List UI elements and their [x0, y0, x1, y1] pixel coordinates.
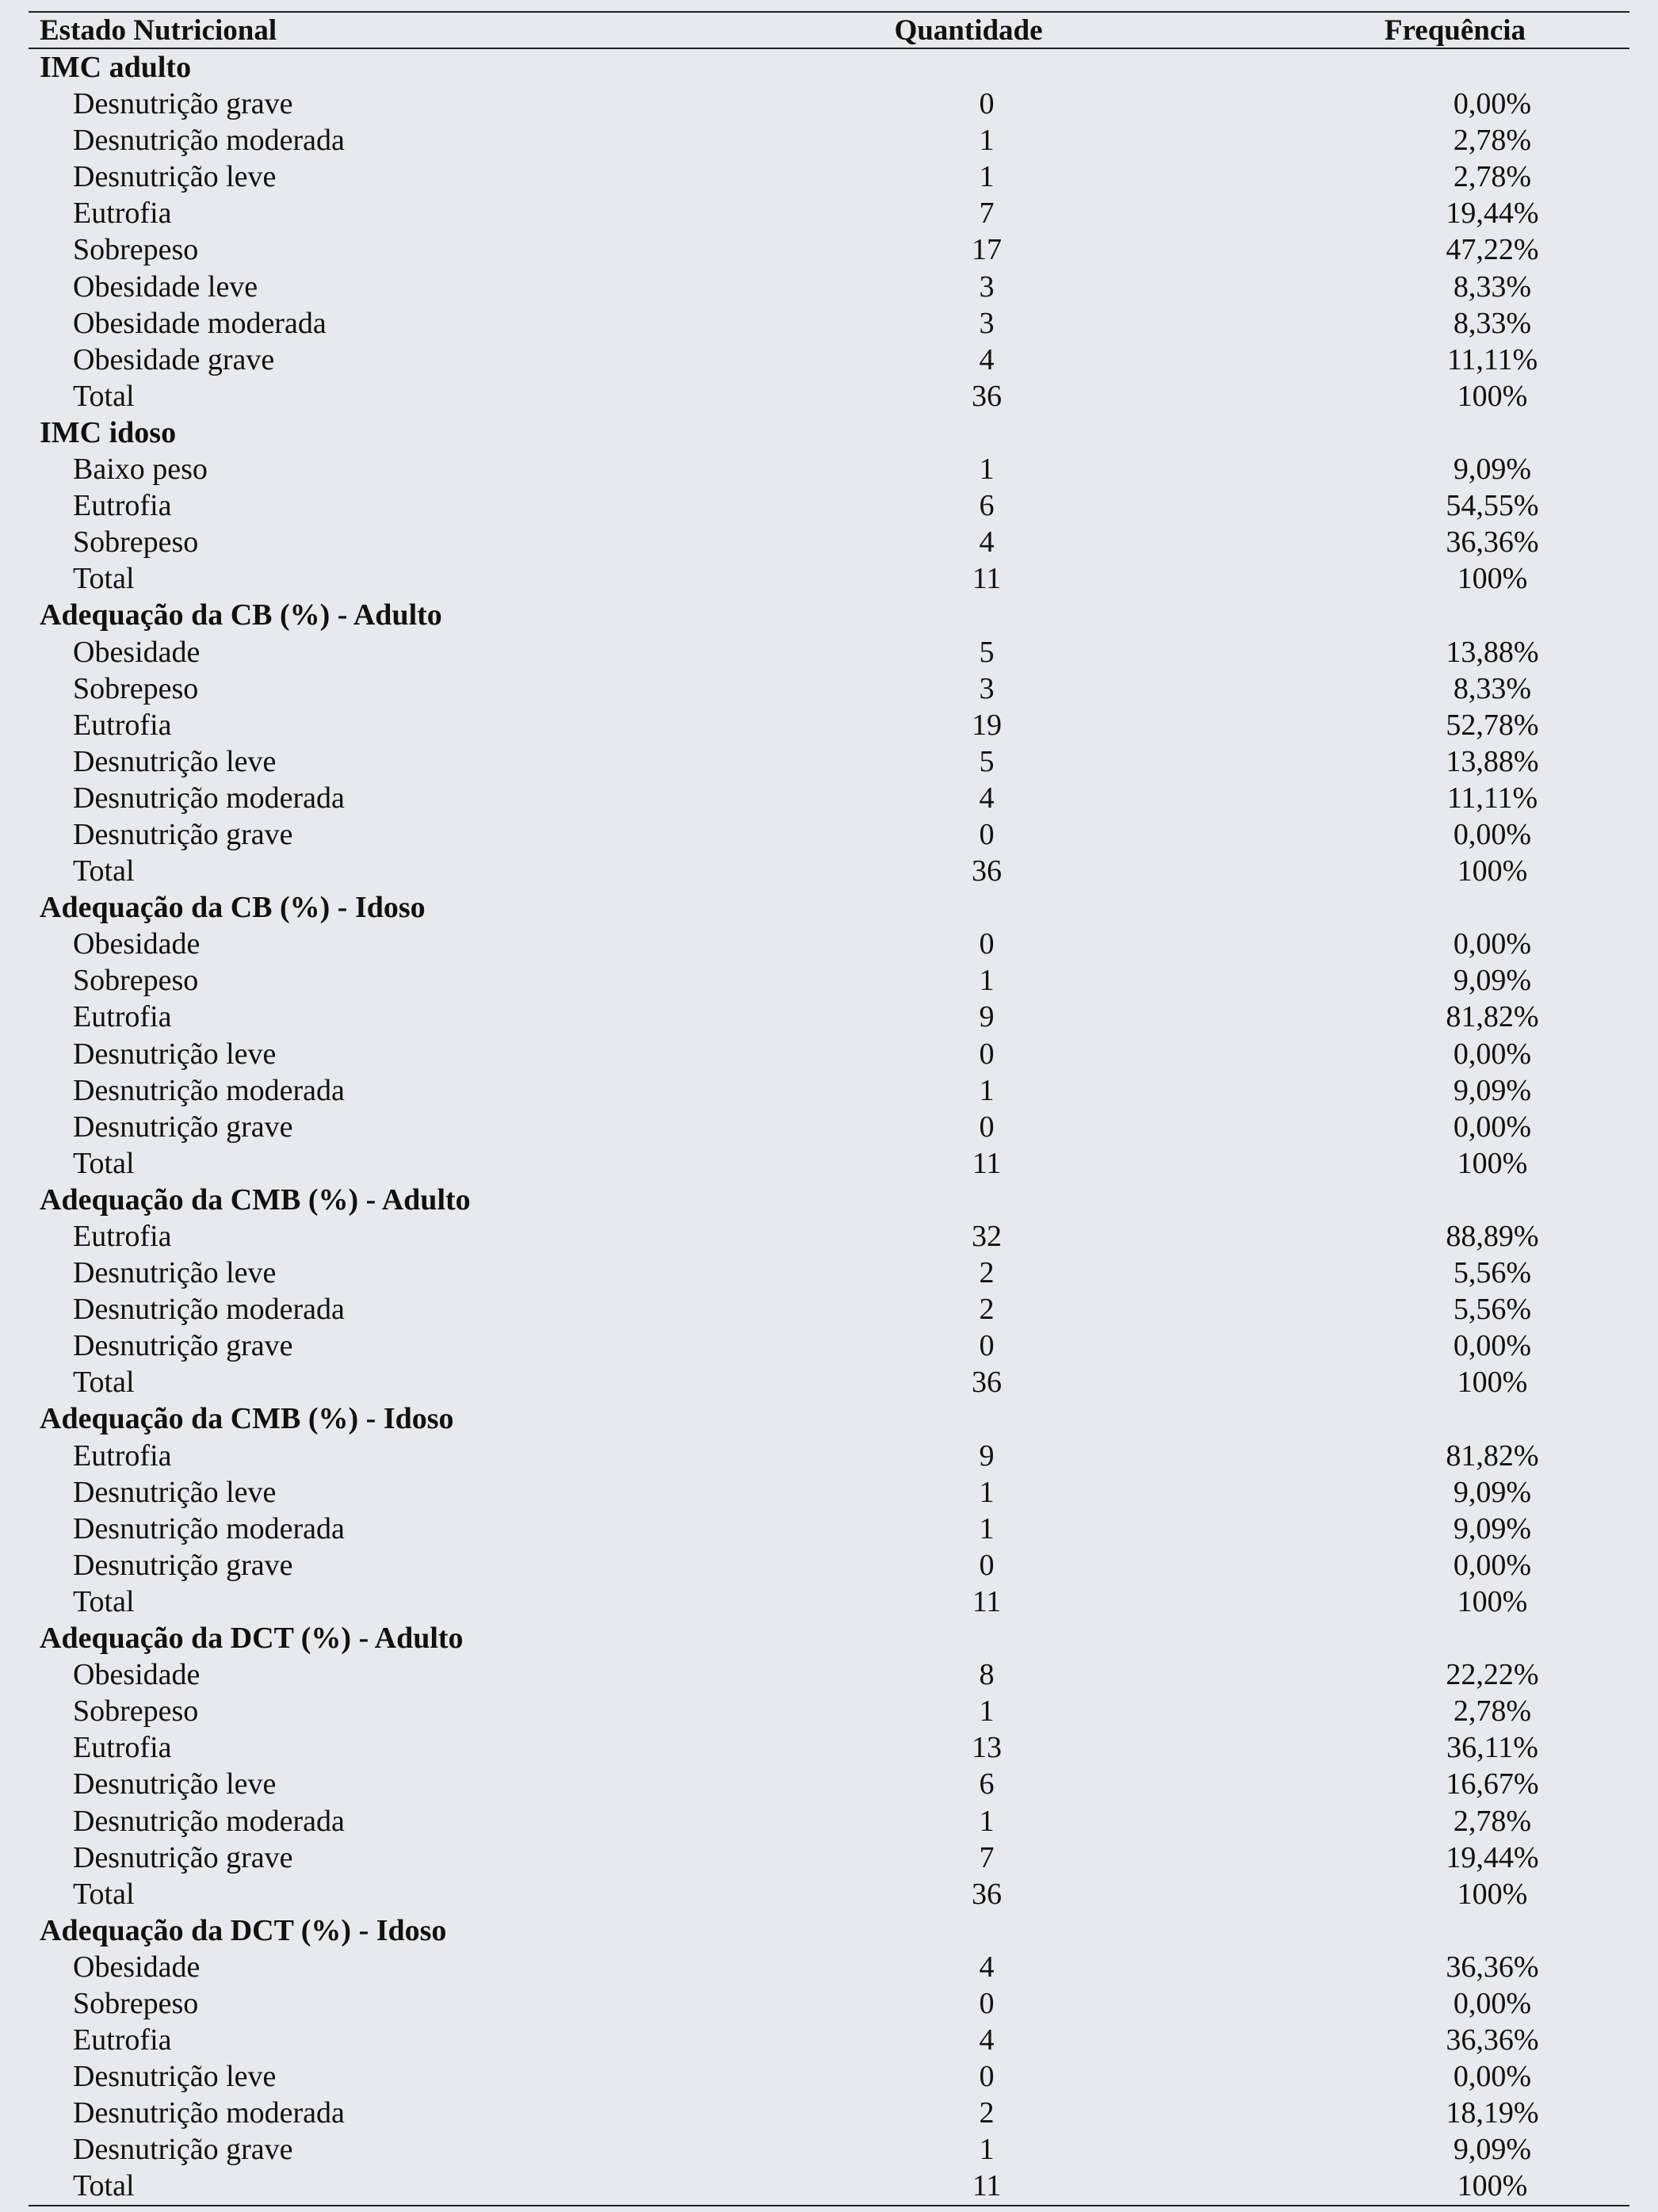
row-quantidade: 1: [979, 124, 995, 158]
table-row: [29, 1291, 1629, 1328]
table-row: [29, 2022, 1629, 2058]
row-label: Total: [73, 1877, 135, 1911]
table-row: [29, 159, 1629, 195]
row-frequencia: 8,33%: [1453, 671, 1532, 705]
row-label: Desnutrição grave: [73, 1329, 293, 1363]
table-row: [29, 560, 1629, 597]
table-bottom-rule: [29, 2205, 1629, 2206]
row-label: Total: [73, 562, 135, 596]
table-row: [29, 1474, 1629, 1511]
group-empty-cell: [1281, 1182, 1629, 1218]
row-label: Eutrofia: [73, 1220, 172, 1253]
group-empty-cell: [1281, 415, 1629, 451]
row-frequencia: 100%: [1457, 562, 1528, 596]
group-empty-cell: [1281, 597, 1629, 633]
row-frequencia: 8,33%: [1453, 306, 1532, 340]
row-quantidade: 19: [972, 708, 1002, 742]
row-label: Desnutrição leve: [73, 744, 277, 778]
table-row: [29, 999, 1629, 1035]
row-frequencia: 11,11%: [1446, 781, 1538, 815]
row-frequencia: 100%: [1457, 1584, 1528, 1618]
row-quantidade: 3: [979, 671, 995, 705]
row-label: Eutrofia: [73, 1000, 172, 1034]
table-row: [29, 853, 1629, 889]
row-frequencia: 0,00%: [1453, 1329, 1532, 1363]
row-frequencia: 9,09%: [1453, 1511, 1532, 1545]
row-quantidade: 6: [979, 489, 995, 523]
row-quantidade: 4: [979, 342, 995, 376]
row-frequencia: 0,00%: [1453, 1548, 1532, 1582]
row-label: Eutrofia: [73, 197, 172, 231]
row-frequencia: 2,78%: [1453, 124, 1532, 158]
row-label: Sobrepeso: [73, 1694, 199, 1729]
table-row: [29, 1547, 1629, 1584]
row-label: Obesidade: [73, 1658, 201, 1692]
header-estado-nutricional: Estado Nutricional: [40, 14, 277, 47]
table-header-row: [29, 13, 1629, 48]
table-row: [29, 743, 1629, 780]
row-frequencia: 100%: [1457, 2169, 1528, 2203]
group-heading-row: [29, 889, 1629, 926]
row-label: Obesidade: [73, 635, 201, 669]
table-row: [29, 86, 1629, 122]
row-label: Eutrofia: [73, 1438, 172, 1473]
header-frequencia: Frequência: [1384, 14, 1526, 47]
row-label: Eutrofia: [73, 708, 172, 742]
row-label: Desnutrição moderada: [73, 1293, 345, 1327]
row-quantidade: 0: [979, 1548, 995, 1582]
row-label: Sobrepeso: [73, 1986, 199, 2020]
table-row: [29, 342, 1629, 378]
row-quantidade: 5: [979, 744, 995, 778]
group-empty-cell: [1281, 1620, 1629, 1656]
row-quantidade: 7: [979, 1840, 995, 1874]
table-row: [29, 122, 1629, 159]
row-quantidade: 0: [979, 1329, 995, 1363]
group-empty-cell: [631, 1620, 1281, 1656]
row-frequencia: 52,78%: [1446, 708, 1539, 742]
group-heading-row: [29, 49, 1629, 86]
group-heading-row: [29, 1912, 1629, 1949]
row-quantidade: 13: [972, 1731, 1002, 1765]
row-frequencia: 9,09%: [1453, 2133, 1532, 2167]
table-row: [29, 1145, 1629, 1182]
row-frequencia: 0,00%: [1453, 1037, 1532, 1071]
row-quantidade: 0: [979, 1037, 995, 1071]
row-quantidade: 36: [972, 1366, 1002, 1400]
table-row: [29, 1109, 1629, 1145]
group-empty-cell: [631, 1182, 1281, 1218]
group-empty-cell: [631, 49, 1281, 86]
row-label: Desnutrição moderada: [73, 1804, 345, 1838]
row-label: Sobrepeso: [73, 671, 199, 705]
table-row: [29, 670, 1629, 707]
table-row: [29, 634, 1629, 670]
row-label: Eutrofia: [73, 1731, 172, 1765]
table-row: [29, 378, 1629, 415]
row-label: Obesidade leve: [73, 269, 258, 304]
row-label: Sobrepeso: [73, 233, 199, 267]
row-frequencia: 81,82%: [1446, 1000, 1539, 1034]
group-empty-cell: [1281, 1912, 1629, 1949]
row-quantidade: 4: [979, 1950, 995, 1984]
row-quantidade: 3: [979, 306, 995, 340]
row-quantidade: 11: [972, 562, 1002, 596]
group-heading-row: [29, 415, 1629, 451]
row-frequencia: 9,09%: [1453, 1073, 1532, 1107]
row-quantidade: 36: [972, 854, 1002, 888]
row-frequencia: 54,55%: [1446, 489, 1539, 523]
header-quantidade: Quantidade: [894, 14, 1043, 47]
row-quantidade: 1: [979, 1475, 995, 1509]
row-label: Total: [73, 1584, 135, 1618]
group-title: Adequação da DCT (%) - Idoso: [40, 1913, 447, 1947]
table-row: [29, 2058, 1629, 2095]
row-label: Desnutrição leve: [73, 1475, 277, 1509]
row-frequencia: 36,36%: [1446, 1950, 1539, 1984]
group-heading-row: [29, 1182, 1629, 1218]
table-row: [29, 1729, 1629, 1766]
group-empty-cell: [631, 1912, 1281, 1949]
row-label: Desnutrição grave: [73, 817, 293, 851]
row-label: Desnutrição moderada: [73, 124, 345, 158]
row-label: Desnutrição grave: [73, 1840, 293, 1874]
nutritional-status-table: [29, 11, 1629, 2206]
row-quantidade: 11: [972, 2169, 1002, 2203]
row-frequencia: 2,78%: [1453, 1804, 1532, 1838]
row-quantidade: 1: [979, 1073, 995, 1107]
group-heading-row: [29, 1400, 1629, 1437]
row-label: Desnutrição leve: [73, 160, 277, 194]
row-quantidade: 0: [979, 927, 995, 961]
group-empty-cell: [1281, 49, 1629, 86]
row-quantidade: 11: [972, 1584, 1002, 1618]
row-label: Desnutrição leve: [73, 2060, 277, 2094]
row-frequencia: 11,11%: [1446, 342, 1538, 376]
table-row: [29, 1364, 1629, 1400]
table-row: [29, 1438, 1629, 1474]
row-quantidade: 1: [979, 453, 995, 487]
row-label: Desnutrição leve: [73, 1256, 277, 1290]
group-title: Adequação da CMB (%) - Idoso: [40, 1402, 454, 1436]
row-frequencia: 88,89%: [1446, 1220, 1539, 1253]
row-frequencia: 36,11%: [1446, 1731, 1538, 1765]
table-body: [29, 49, 1629, 2205]
row-label: Total: [73, 2169, 135, 2203]
row-frequencia: 9,09%: [1453, 1475, 1532, 1509]
row-label: Desnutrição grave: [73, 2133, 293, 2167]
table-row: [29, 195, 1629, 231]
row-quantidade: 9: [979, 1438, 995, 1473]
row-quantidade: 2: [979, 1256, 995, 1290]
row-quantidade: 36: [972, 1877, 1002, 1911]
row-quantidade: 0: [979, 87, 995, 121]
row-quantidade: 0: [979, 1986, 995, 2020]
table-row: [29, 707, 1629, 743]
group-empty-cell: [1281, 889, 1629, 926]
row-frequencia: 8,33%: [1453, 269, 1532, 304]
row-frequencia: 19,44%: [1446, 1840, 1539, 1874]
table-row: [29, 231, 1629, 268]
row-quantidade: 7: [979, 197, 995, 231]
group-heading-row: [29, 1620, 1629, 1656]
row-quantidade: 1: [979, 160, 995, 194]
group-title: Adequação da CB (%) - Adulto: [40, 598, 442, 632]
row-quantidade: 9: [979, 1000, 995, 1034]
table-row: [29, 1876, 1629, 1912]
row-frequencia: 0,00%: [1453, 1986, 1532, 2020]
row-label: Desnutrição leve: [73, 1037, 277, 1071]
table-row: [29, 1656, 1629, 1693]
row-frequencia: 13,88%: [1446, 744, 1539, 778]
table-row: [29, 1584, 1629, 1620]
row-quantidade: 2: [979, 1293, 995, 1327]
group-empty-cell: [631, 1400, 1281, 1437]
table-row: [29, 1328, 1629, 1364]
table-row: [29, 780, 1629, 816]
group-empty-cell: [631, 597, 1281, 633]
group-title: Adequação da CMB (%) - Adulto: [40, 1182, 471, 1217]
group-title: IMC adulto: [40, 51, 192, 84]
row-label: Obesidade: [73, 1950, 201, 1984]
table-row: [29, 1255, 1629, 1291]
row-label: Desnutrição grave: [73, 87, 293, 121]
row-frequencia: 0,00%: [1453, 927, 1532, 961]
row-quantidade: 0: [979, 817, 995, 851]
row-frequencia: 5,56%: [1453, 1256, 1532, 1290]
row-frequencia: 47,22%: [1446, 233, 1539, 267]
table-row: [29, 926, 1629, 962]
table-row: [29, 1036, 1629, 1072]
table-row: [29, 2168, 1629, 2204]
row-label: Desnutrição leve: [73, 1767, 277, 1801]
row-frequencia: 100%: [1457, 379, 1528, 413]
table-row: [29, 451, 1629, 487]
row-label: Desnutrição grave: [73, 1110, 293, 1144]
row-frequencia: 100%: [1457, 1146, 1528, 1180]
row-label: Sobrepeso: [73, 964, 199, 998]
row-frequencia: 18,19%: [1446, 2096, 1539, 2130]
row-frequencia: 2,78%: [1453, 160, 1532, 194]
table-row: [29, 269, 1629, 305]
row-label: Total: [73, 379, 135, 413]
row-frequencia: 0,00%: [1453, 1110, 1532, 1144]
group-empty-cell: [1281, 1400, 1629, 1437]
table-row: [29, 1766, 1629, 1802]
table-row: [29, 1511, 1629, 1547]
row-quantidade: 4: [979, 781, 995, 815]
table-row: [29, 2095, 1629, 2131]
row-quantidade: 6: [979, 1767, 995, 1801]
row-quantidade: 0: [979, 1110, 995, 1144]
table-row: [29, 1840, 1629, 1876]
group-title: IMC idoso: [40, 415, 177, 449]
table-row: [29, 305, 1629, 342]
row-frequencia: 22,22%: [1446, 1658, 1539, 1692]
row-frequencia: 5,56%: [1453, 1293, 1532, 1327]
table-row: [29, 1693, 1629, 1729]
row-quantidade: 0: [979, 2060, 995, 2094]
row-quantidade: 3: [979, 269, 995, 304]
row-frequencia: 16,67%: [1446, 1767, 1539, 1801]
row-label: Obesidade: [73, 927, 201, 961]
group-empty-cell: [631, 415, 1281, 451]
row-frequencia: 0,00%: [1453, 817, 1532, 851]
row-quantidade: 8: [979, 1658, 995, 1692]
table-row: [29, 1985, 1629, 2022]
table-row: [29, 487, 1629, 524]
row-label: Total: [73, 1366, 135, 1400]
row-quantidade: 1: [979, 1804, 995, 1838]
row-quantidade: 1: [979, 1511, 995, 1545]
row-frequencia: 9,09%: [1453, 964, 1532, 998]
row-label: Eutrofia: [73, 2023, 172, 2057]
group-title: Adequação da CB (%) - Idoso: [40, 891, 426, 925]
row-quantidade: 4: [979, 2023, 995, 2057]
row-frequencia: 100%: [1457, 854, 1528, 888]
group-title: Adequação da DCT (%) - Adulto: [40, 1622, 464, 1656]
row-quantidade: 32: [972, 1220, 1002, 1253]
row-quantidade: 1: [979, 1694, 995, 1729]
table-row: [29, 1218, 1629, 1255]
table-row: [29, 1949, 1629, 1985]
row-label: Total: [73, 854, 135, 888]
row-quantidade: 1: [979, 964, 995, 998]
row-label: Total: [73, 1146, 135, 1180]
row-quantidade: 11: [972, 1146, 1002, 1180]
row-quantidade: 5: [979, 635, 995, 669]
row-label: Obesidade moderada: [73, 306, 327, 340]
row-label: Desnutrição moderada: [73, 781, 345, 815]
row-frequencia: 36,36%: [1446, 525, 1539, 560]
row-frequencia: 19,44%: [1446, 197, 1539, 231]
table-row: [29, 1803, 1629, 1840]
row-frequencia: 36,36%: [1446, 2023, 1539, 2057]
table-row: [29, 2131, 1629, 2168]
table-row: [29, 1072, 1629, 1109]
row-label: Desnutrição moderada: [73, 1073, 345, 1107]
row-quantidade: 36: [972, 379, 1002, 413]
table-row: [29, 524, 1629, 560]
table-row: [29, 962, 1629, 999]
row-frequencia: 13,88%: [1446, 635, 1539, 669]
row-frequencia: 0,00%: [1453, 87, 1532, 121]
row-label: Eutrofia: [73, 489, 172, 523]
group-empty-cell: [631, 889, 1281, 926]
row-quantidade: 1: [979, 2133, 995, 2167]
row-label: Desnutrição moderada: [73, 2096, 345, 2130]
row-frequencia: 2,78%: [1453, 1694, 1532, 1729]
row-quantidade: 2: [979, 2096, 995, 2130]
row-label: Obesidade grave: [73, 342, 275, 376]
table-row: [29, 816, 1629, 853]
group-heading-row: [29, 597, 1629, 633]
row-frequencia: 0,00%: [1453, 2060, 1532, 2094]
row-quantidade: 17: [972, 233, 1002, 267]
row-label: Sobrepeso: [73, 525, 199, 560]
row-label: Baixo peso: [73, 453, 208, 487]
row-frequencia: 100%: [1457, 1877, 1528, 1911]
row-frequencia: 100%: [1457, 1366, 1528, 1400]
row-label: Desnutrição moderada: [73, 1511, 345, 1545]
row-frequencia: 81,82%: [1446, 1438, 1539, 1473]
row-label: Desnutrição grave: [73, 1548, 293, 1582]
row-quantidade: 4: [979, 525, 995, 560]
row-frequencia: 9,09%: [1453, 453, 1532, 487]
